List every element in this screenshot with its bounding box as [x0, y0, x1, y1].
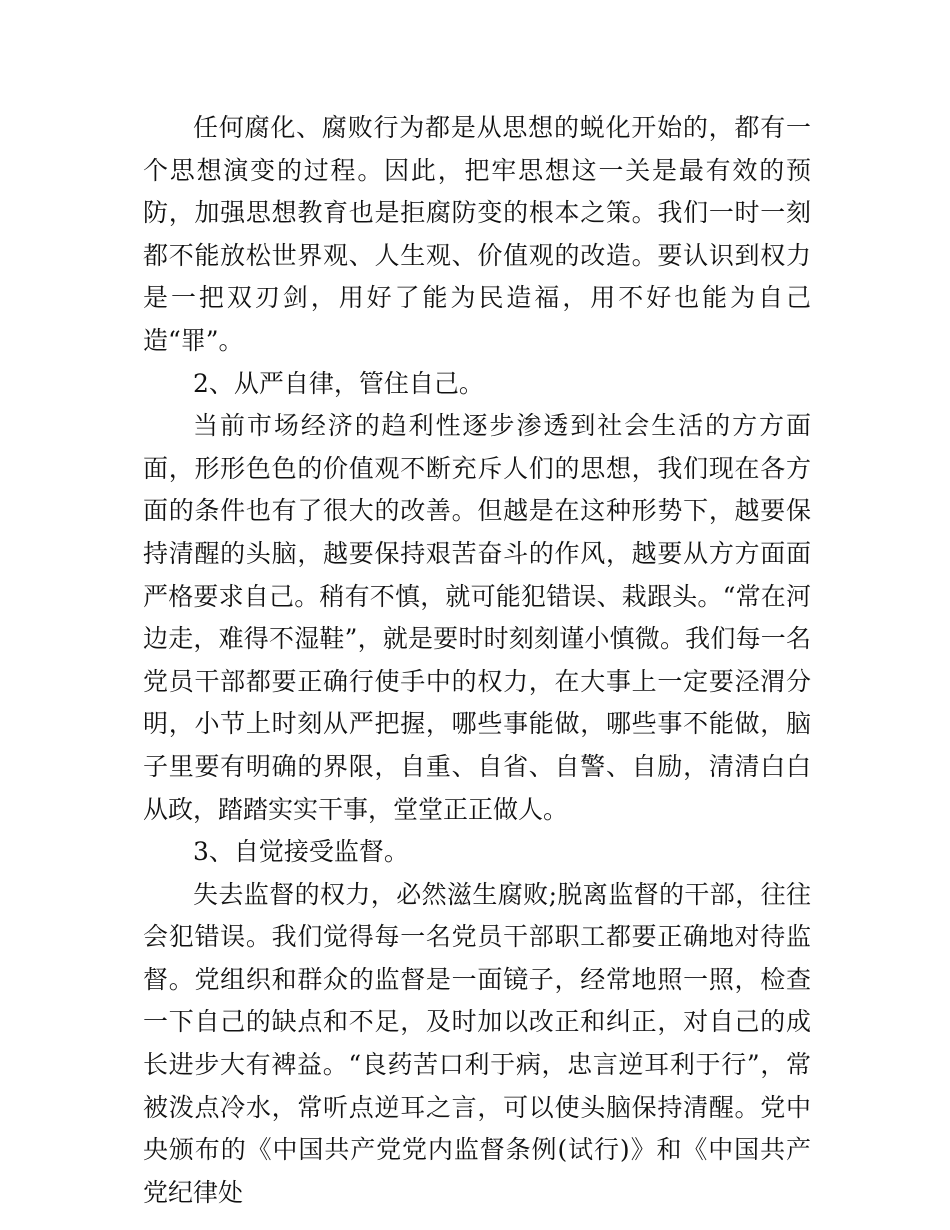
paragraph-thought-transformation: 任何腐化、腐败行为都是从思想的蜕化开始的，都有一个思想演变的过程。因此，把牢思想这一关是最有效的预防，加强思想教育也是拒腐防变的根本之策。我们一时一刻都不能放松世界观、人生观、价值观的改造。要认识到权力是一把双刃剑，用好了能为民造福，用不好也能为自己造“罪”。: [143, 113, 811, 355]
section-heading-accept-supervision: 3、自觉接受监督。: [193, 837, 409, 867]
paragraph-accept-supervision: 失去监督的权力，必然滋生腐败;脱离监督的干部，往往会犯错误。我们觉得每一名党员干部职工都要正确地对待监督。党组织和群众的监督是一面镜子，经常地照一照，检查一下自己的缺点和不足，及时加以改正和纠正，对自己的成长进步大有裨益。“良药苦口利于病，忠言逆耳利于行”，常被泼点冷水，常听点逆耳之言，可以使头脑保持清醒。党中央颁布的《中国共产党党内监督条例(试行)》和《中国共产党纪律处: [143, 879, 811, 1207]
paragraph-self-discipline: 当前市场经济的趋利性逐步渗透到社会生活的方方面面，形形色色的价值观不断充斥人们的思想，我们现在各方面的条件也有了很大的改善。但越是在这种形势下，越要保持清醒的头脑，越要保持艰苦奋斗的作风，越要从方方面面严格要求自己。稍有不慎，就可能犯错误、栽跟头。“常在河边走，难得不湿鞋”，就是要时时刻刻谨小慎微。我们每一名党员干部都要正确行使手中的权力，在大事上一定要泾渭分明，小节上时刻从严把握，哪些事能做，哪些事不能做，脑子里要有明确的界限，自重、自省、自警、自励，清清白白从政，踏踏实实干事，堂堂正正做人。: [143, 411, 811, 824]
document-body: [143, 107, 811, 1214]
section-heading-self-discipline: 2、从严自律，管住自己。: [193, 368, 484, 398]
